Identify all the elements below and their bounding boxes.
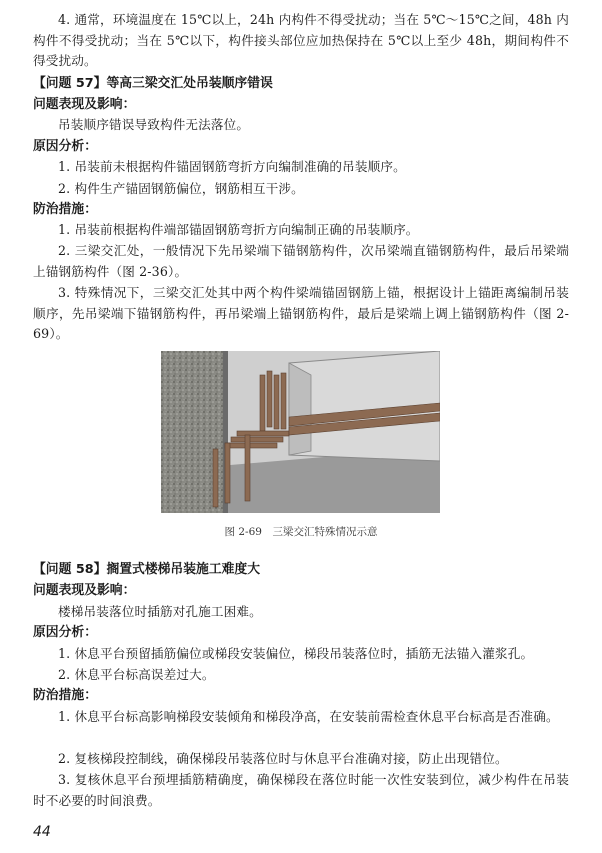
q58-cause-2: 2. 休息平台标高误差过大。 (58, 667, 215, 682)
q58-measure-1: 1. 休息平台标高影响梯段安装倾角和梯段净高，在安装前需检查休息平台标高是否准确。 (58, 709, 559, 724)
q57-symptom: 吊装顺序错误导致构件无法落位。 (58, 117, 250, 132)
figure-caption: 图 2-69 三梁交汇特殊情况示意 (224, 526, 378, 538)
q57-cause-heading: 原因分析： (33, 139, 97, 154)
q57-measure-heading: 防治措施： (33, 202, 97, 217)
q58-title: 【问题 58】搁置式楼梯吊装施工难度大 (33, 562, 261, 577)
q57-cause-2: 2. 构件生产锚固钢筋偏位，钢筋相互干涉。 (58, 181, 304, 196)
q57-measure-3: 3. 特殊情况下，三梁交汇处其中两个构件梁端锚固钢筋上锚，根据设计上锚距离编制吊装顺序，先吊梁端下锚钢筋构件，再吊梁端上锚钢筋构件，最后是梁端上调上锚钢筋构件（图 2-69）。 (33, 285, 569, 341)
q57-measure-2: 2. 三梁交汇处，一般情况下先吊梁端下锚钢筋构件，次吊梁端直锚钢筋构件，最后吊梁端上锚钢筋构件（图 2-36）。 (33, 243, 569, 279)
q57-title: 【问题 57】等高三梁交汇处吊装顺序错误 (33, 76, 273, 91)
beam-junction-illustration (161, 351, 440, 513)
intro-paragraph: 4. 通常，环境温度在 15℃以上，24h 内构件不得受扰动；当在 5℃～15℃之间，48h 内构件不得受扰动；当在 5℃以下，构件接头部位应加热保持在 5℃以上至少 48h，期间构件不得受扰动。 (33, 12, 569, 68)
q58-cause-1: 1. 休息平台预留插筋偏位或梯段安装偏位，梯段吊装落位时，插筋无法锚入灌浆孔。 (58, 646, 534, 661)
page-number: 44 (33, 824, 51, 840)
q58-measure-2: 2. 复核梯段控制线，确保梯段吊装落位时与休息平台准确对接，防止出现错位。 (58, 751, 508, 766)
q58-measure-heading: 防治措施： (33, 688, 97, 703)
q57-cause-1: 1. 吊装前未根据构件锚固钢筋弯折方向编制准确的吊装顺序。 (58, 159, 406, 174)
q58-symptom: 楼梯吊装落位时插筋对孔施工困难。 (58, 604, 262, 619)
q58-measure-3: 3. 复核休息平台预埋插筋精确度，确保梯段在落位时能一次性安装到位，减少构件在吊装时不必要的时间浪费。 (33, 772, 569, 808)
q58-symptom-heading: 问题表现及影响： (33, 583, 136, 598)
q57-measure-1: 1. 吊装前根据构件端部锚固钢筋弯折方向编制正确的吊装顺序。 (58, 222, 419, 237)
q58-cause-heading: 原因分析： (33, 625, 97, 640)
q57-symptom-heading: 问题表现及影响： (33, 97, 136, 112)
beam-junction-figure (161, 351, 440, 513)
